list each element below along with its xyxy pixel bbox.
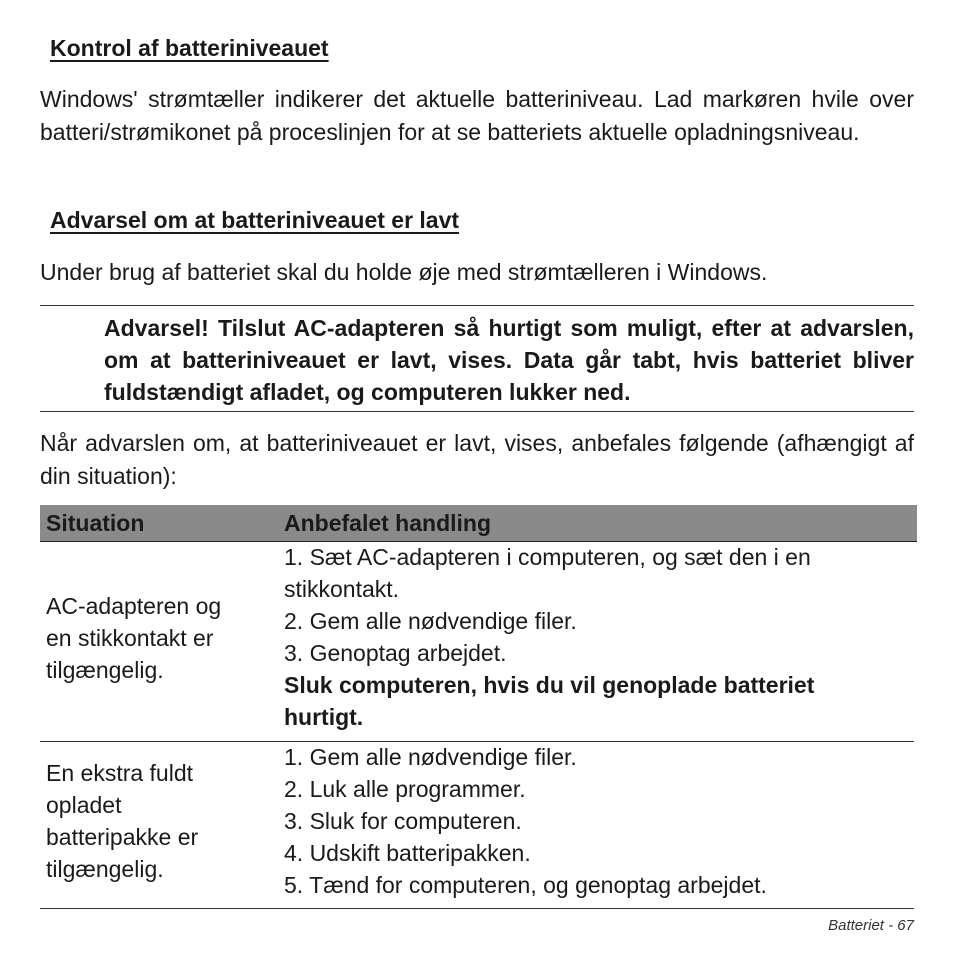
header-recommended-action: Anbefalet handling bbox=[284, 510, 491, 536]
situation-line: batteripakke er bbox=[46, 824, 199, 850]
action-bold-line: Sluk computeren, hvis du vil genoplade batteriet bbox=[284, 672, 815, 698]
header-situation: Situation bbox=[46, 510, 145, 536]
followup-paragraph: Når advarslen om, at batteriniveauet er lavt, vises, anbefales følgende (afhængigt af din situation): bbox=[40, 430, 914, 489]
situation-line: opladet bbox=[46, 792, 122, 818]
action-line: 4. Udskift batteripakken. bbox=[284, 840, 531, 866]
table-row-2-situation bbox=[46, 757, 198, 885]
situation-line: tilgængelig. bbox=[46, 856, 164, 882]
action-line: stikkontakt. bbox=[284, 576, 400, 602]
situation-line: AC-adapteren og bbox=[46, 593, 222, 619]
action-line: 3. Sluk for computeren. bbox=[284, 808, 522, 834]
action-line: 2. Luk alle programmer. bbox=[284, 776, 526, 802]
table-row-1-situation bbox=[46, 590, 221, 686]
situation-line: en stikkontakt er bbox=[46, 625, 214, 651]
action-line: 1. Sæt AC-adapteren i computeren, og sæt den i en bbox=[284, 544, 811, 570]
action-line: 5. Tænd for computeren, og genoptag arbejdet. bbox=[284, 872, 767, 898]
action-line: 1. Gem alle nødvendige filer. bbox=[284, 744, 577, 770]
page-footer: Batteriet - 67 bbox=[828, 917, 914, 934]
action-line: 2. Gem alle nødvendige filer. bbox=[284, 608, 577, 634]
low-battery-intro: Under brug af batteriet skal du holde øje med strømtælleren i Windows. bbox=[40, 259, 768, 285]
action-bold-line: hurtigt. bbox=[284, 704, 364, 730]
table-row-2-actions bbox=[284, 741, 767, 901]
warning-top-rule bbox=[40, 305, 914, 306]
battery-level-paragraph: Windows' strømtæller indikerer det aktuelle batteriniveau. Lad markøren hvile over batteri/strømikonet på proceslinjen for at se batteriets aktuelle opladningsniveau. bbox=[40, 86, 914, 145]
table-header bbox=[40, 505, 917, 542]
situation-line: En ekstra fuldt bbox=[46, 760, 194, 786]
action-line: 3. Genoptag arbejdet. bbox=[284, 640, 507, 666]
section-heading-battery-level: Kontrol af batteriniveauet bbox=[50, 35, 329, 61]
section-heading-low-battery-warning: Advarsel om at batteriniveauet er lavt bbox=[50, 207, 460, 233]
warning-bottom-rule bbox=[40, 411, 914, 412]
situation-line: tilgængelig. bbox=[46, 657, 164, 683]
table-row-1-actions bbox=[284, 541, 814, 733]
warning-note: Advarsel! Tilslut AC-adapteren så hurtigt som muligt, efter at advarslen, om at batteriniveauet er lavt, vises. Data går tabt, hvis batteriet bliver fuldstændigt afladet, og computeren lukker ned. bbox=[104, 315, 914, 405]
table-bottom-rule bbox=[40, 908, 914, 909]
